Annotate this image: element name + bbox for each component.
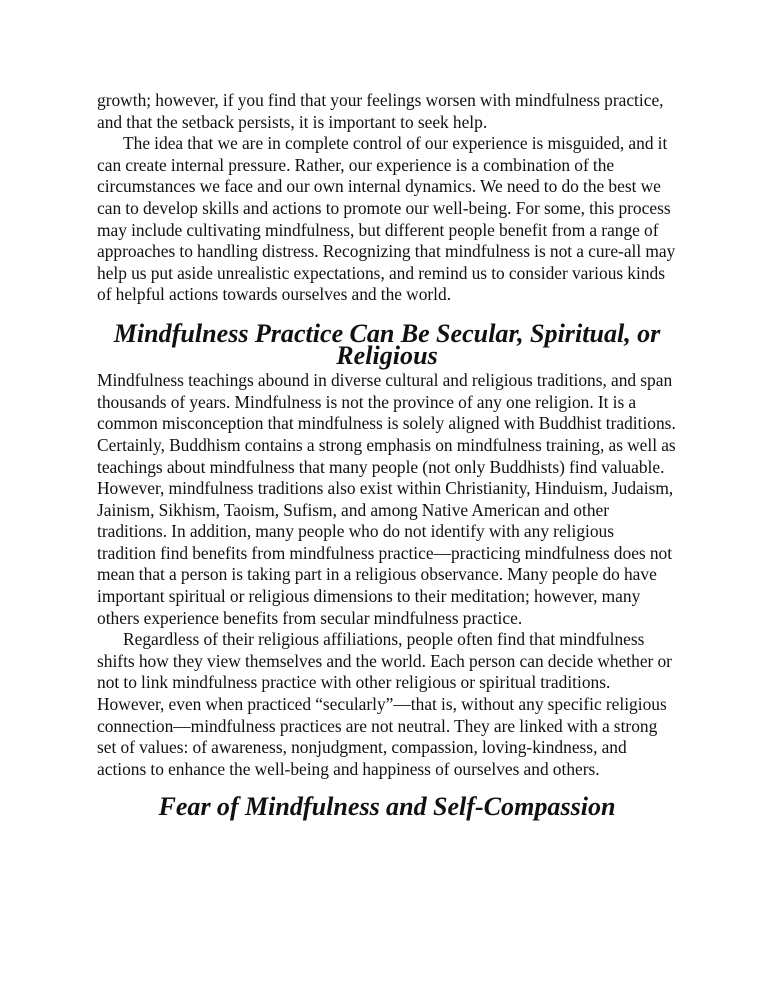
paragraph-religious-affiliations: Regardless of their religious affiliations, people often find that mindfulness shifts how they view themselves and the world. Each person can decide whether or not to link mindfulness practice with other religious or spiritual traditions. However, even when practiced “secularly”—that is, without any specific religious connection—mindfulness practices are not neutral. They are linked with a strong set of values: of awareness, nonjudgment, compassion, loving-kindness, and actions to enhance the well-being and happiness of ourselves and others. bbox=[97, 629, 672, 779]
section-heading-secular-spiritual-religious: Mindfulness Practice Can Be Secular, Spiritual, or Religious bbox=[113, 318, 661, 370]
document-body bbox=[97, 90, 677, 822]
section-heading-fear-of-mindfulness: Fear of Mindfulness and Self-Compassion bbox=[158, 792, 616, 822]
paragraph-continuation: growth; however, if you find that your feelings worsen with mindfulness practice, and that the setback persists, it is important to seek help. bbox=[97, 90, 664, 132]
paragraph-mindfulness-traditions: Mindfulness teachings abound in diverse cultural and religious traditions, and span thousands of years. Mindfulness is not the province of any one religion. It is a common misconception that mindfulness is solely aligned with Buddhist traditions. Certainly, Buddhism contains a strong emphasis on mindfulness training, as well as teachings about mindfulness that many people (not only Buddhists) find valuable. However, mindfulness traditions also exist within Christianity, Hinduism, Judaism, Jainism, Sikhism, Taoism, Sufism, and among Native American and other traditions. In addition, many people who do not identify with any religious tradition find benefits from mindfulness practice—practicing mindfulness does not mean that a person is taking part in a religious observance. Many people do have important spiritual or religious dimensions to their meditation; however, many others experience benefits from secular mindfulness practice. bbox=[97, 370, 676, 628]
paragraph-control-of-experience: The idea that we are in complete control of our experience is misguided, and it can create internal pressure. Rather, our experience is a combination of the circumstances we face and our own internal dynamics. We need to do the best we can to develop skills and actions to promote our well-being. For some, this process may include cultivating mindfulness, but different people benefit from a range of approaches to handling distress. Recognizing that mindfulness is not a cure-all may help us put aside unrealistic expectations, and remind us to consider various kinds of helpful actions towards ourselves and the world. bbox=[97, 133, 676, 305]
